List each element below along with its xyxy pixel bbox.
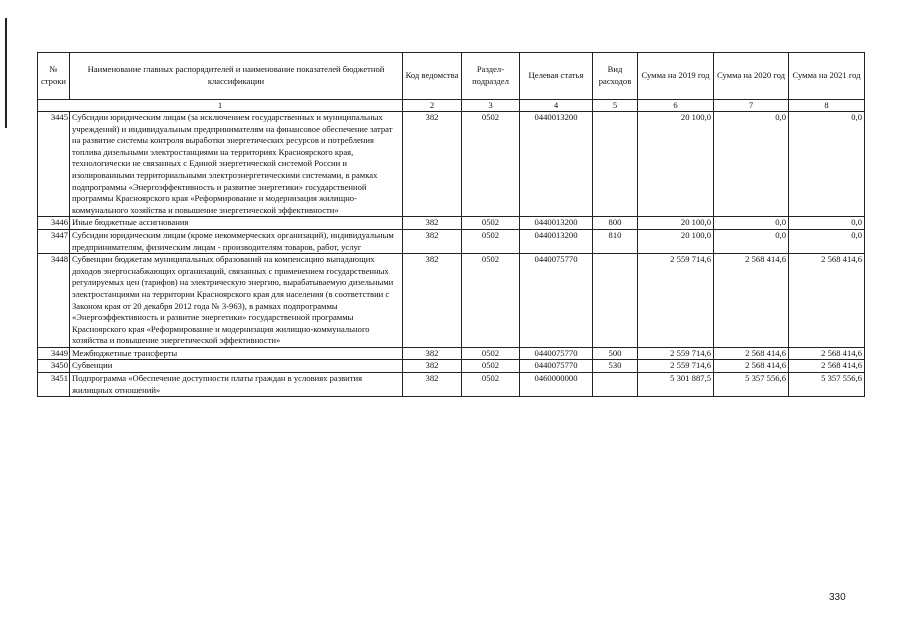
column-number: 2 bbox=[403, 100, 462, 112]
row-section: 0502 bbox=[462, 229, 520, 253]
row-dept-code: 382 bbox=[403, 112, 462, 217]
header-row bbox=[38, 53, 865, 100]
row-expense-type bbox=[593, 112, 638, 217]
row-sum-2019: 20 100,0 bbox=[638, 112, 714, 217]
row-sum-2020: 2 568 414,6 bbox=[714, 360, 789, 373]
row-sum-2019: 20 100,0 bbox=[638, 229, 714, 253]
row-target: 0440013200 bbox=[520, 217, 593, 230]
row-sum-2020: 5 357 556,6 bbox=[714, 373, 789, 397]
row-target: 0440013200 bbox=[520, 112, 593, 217]
row-dept-code: 382 bbox=[403, 360, 462, 373]
row-sum-2021: 0,0 bbox=[789, 112, 865, 217]
table-row bbox=[38, 217, 865, 230]
row-expense-type: 500 bbox=[593, 347, 638, 360]
column-number: 5 bbox=[593, 100, 638, 112]
row-target: 0440075770 bbox=[520, 360, 593, 373]
row-sum-2021: 2 568 414,6 bbox=[789, 254, 865, 348]
header-name: Наименование главных распорядителей и наименование показателей бюджетной классификации bbox=[70, 53, 403, 100]
header-sum-2021: Сумма на 2021 год bbox=[789, 53, 865, 100]
budget-table bbox=[37, 52, 865, 397]
left-margin-rule bbox=[5, 18, 7, 128]
header-sum-2019: Сумма на 2019 год bbox=[638, 53, 714, 100]
row-expense-type bbox=[593, 373, 638, 397]
row-sum-2019: 2 559 714,6 bbox=[638, 254, 714, 348]
row-sum-2021: 0,0 bbox=[789, 217, 865, 230]
row-name: Иные бюджетные ассигнования bbox=[70, 217, 403, 230]
row-dept-code: 382 bbox=[403, 229, 462, 253]
row-sum-2021: 2 568 414,6 bbox=[789, 360, 865, 373]
row-target: 0440013200 bbox=[520, 229, 593, 253]
row-sum-2020: 2 568 414,6 bbox=[714, 347, 789, 360]
row-number: 3448 bbox=[38, 254, 70, 348]
row-section: 0502 bbox=[462, 373, 520, 397]
row-section: 0502 bbox=[462, 254, 520, 348]
table-row bbox=[38, 373, 865, 397]
column-number: 4 bbox=[520, 100, 593, 112]
row-sum-2019: 2 559 714,6 bbox=[638, 360, 714, 373]
row-sum-2021: 0,0 bbox=[789, 229, 865, 253]
row-name: Подпрограмма «Обеспечение доступности платы граждан в условиях развития жилищных отношений» bbox=[70, 373, 403, 397]
header-row-no: № строки bbox=[38, 53, 70, 100]
row-target: 0440075770 bbox=[520, 347, 593, 360]
row-number: 3449 bbox=[38, 347, 70, 360]
row-name: Субсидии юридическим лицам (кроме некоммерческих организаций), индивидуальным предпринимателям, физическим лицам - производителям товаров, работ, услуг bbox=[70, 229, 403, 253]
row-name: Межбюджетные трансферты bbox=[70, 347, 403, 360]
column-number: 3 bbox=[462, 100, 520, 112]
table-row bbox=[38, 347, 865, 360]
column-number: 1 bbox=[38, 100, 403, 112]
row-name: Субвенции бюджетам муниципальных образований на компенсацию выпадающих доходов энергоснабжающих организаций, связанных с применением государственных регулируемых цен (тарифов) на электрическую энергию, вырабатываемую дизельными электростанциями на территории Красноярского края для населения (в соответствии с Законом края от 20 декабря 2012 года № 3-963), в рамках подпрограммы «Энергоэффективность и развитие энергетики» государственной программы Красноярского края «Реформирование и модернизация жилищно-коммунального хозяйства и повышение энергетической эффективности» bbox=[70, 254, 403, 348]
table-row bbox=[38, 360, 865, 373]
row-number: 3451 bbox=[38, 373, 70, 397]
row-section: 0502 bbox=[462, 347, 520, 360]
row-sum-2021: 2 568 414,6 bbox=[789, 347, 865, 360]
column-number: 6 bbox=[638, 100, 714, 112]
row-dept-code: 382 bbox=[403, 373, 462, 397]
row-number: 3446 bbox=[38, 217, 70, 230]
row-dept-code: 382 bbox=[403, 254, 462, 348]
column-number: 8 bbox=[789, 100, 865, 112]
row-sum-2020: 0,0 bbox=[714, 229, 789, 253]
row-name: Субвенции bbox=[70, 360, 403, 373]
row-sum-2019: 2 559 714,6 bbox=[638, 347, 714, 360]
table-row bbox=[38, 112, 865, 217]
table-row bbox=[38, 254, 865, 348]
row-expense-type: 810 bbox=[593, 229, 638, 253]
column-numbers-row bbox=[38, 100, 865, 112]
row-dept-code: 382 bbox=[403, 217, 462, 230]
row-sum-2019: 5 301 887,5 bbox=[638, 373, 714, 397]
row-expense-type: 530 bbox=[593, 360, 638, 373]
table-row bbox=[38, 229, 865, 253]
row-sum-2021: 5 357 556,6 bbox=[789, 373, 865, 397]
row-section: 0502 bbox=[462, 112, 520, 217]
header-sum-2020: Сумма на 2020 год bbox=[714, 53, 789, 100]
row-sum-2020: 0,0 bbox=[714, 217, 789, 230]
row-sum-2019: 20 100,0 bbox=[638, 217, 714, 230]
row-number: 3450 bbox=[38, 360, 70, 373]
row-dept-code: 382 bbox=[403, 347, 462, 360]
header-section: Раздел-подраздел bbox=[462, 53, 520, 100]
row-number: 3445 bbox=[38, 112, 70, 217]
row-number: 3447 bbox=[38, 229, 70, 253]
header-target: Целевая статья bbox=[520, 53, 593, 100]
row-target: 0460000000 bbox=[520, 373, 593, 397]
row-name: Субсидии юридическим лицам (за исключением государственных и муниципальных учреждений) и индивидуальным предпринимателям на финансовое обеспечение затрат на развитие системы контроля выработки энергетических ресурсов и потребления топлива дизельными электростанциями на территориях Красноярского края, технологически не связанных с Единой энергетической системой России и изолированными территориальными электроэнергетическими системами, в рамках подпрограммы «Энергоэффективность и развитие энергетики» государственной программы Красноярского края «Реформирование и модернизация жилищно-коммунального хозяйства и повышение энергетической эффективности» bbox=[70, 112, 403, 217]
header-dept-code: Код ведомства bbox=[403, 53, 462, 100]
row-expense-type bbox=[593, 254, 638, 348]
column-number: 7 bbox=[714, 100, 789, 112]
page-number: 330 bbox=[829, 592, 846, 603]
row-expense-type: 800 bbox=[593, 217, 638, 230]
row-section: 0502 bbox=[462, 217, 520, 230]
row-sum-2020: 2 568 414,6 bbox=[714, 254, 789, 348]
header-expense-type: Вид расходов bbox=[593, 53, 638, 100]
row-target: 0440075770 bbox=[520, 254, 593, 348]
row-sum-2020: 0,0 bbox=[714, 112, 789, 217]
row-section: 0502 bbox=[462, 360, 520, 373]
